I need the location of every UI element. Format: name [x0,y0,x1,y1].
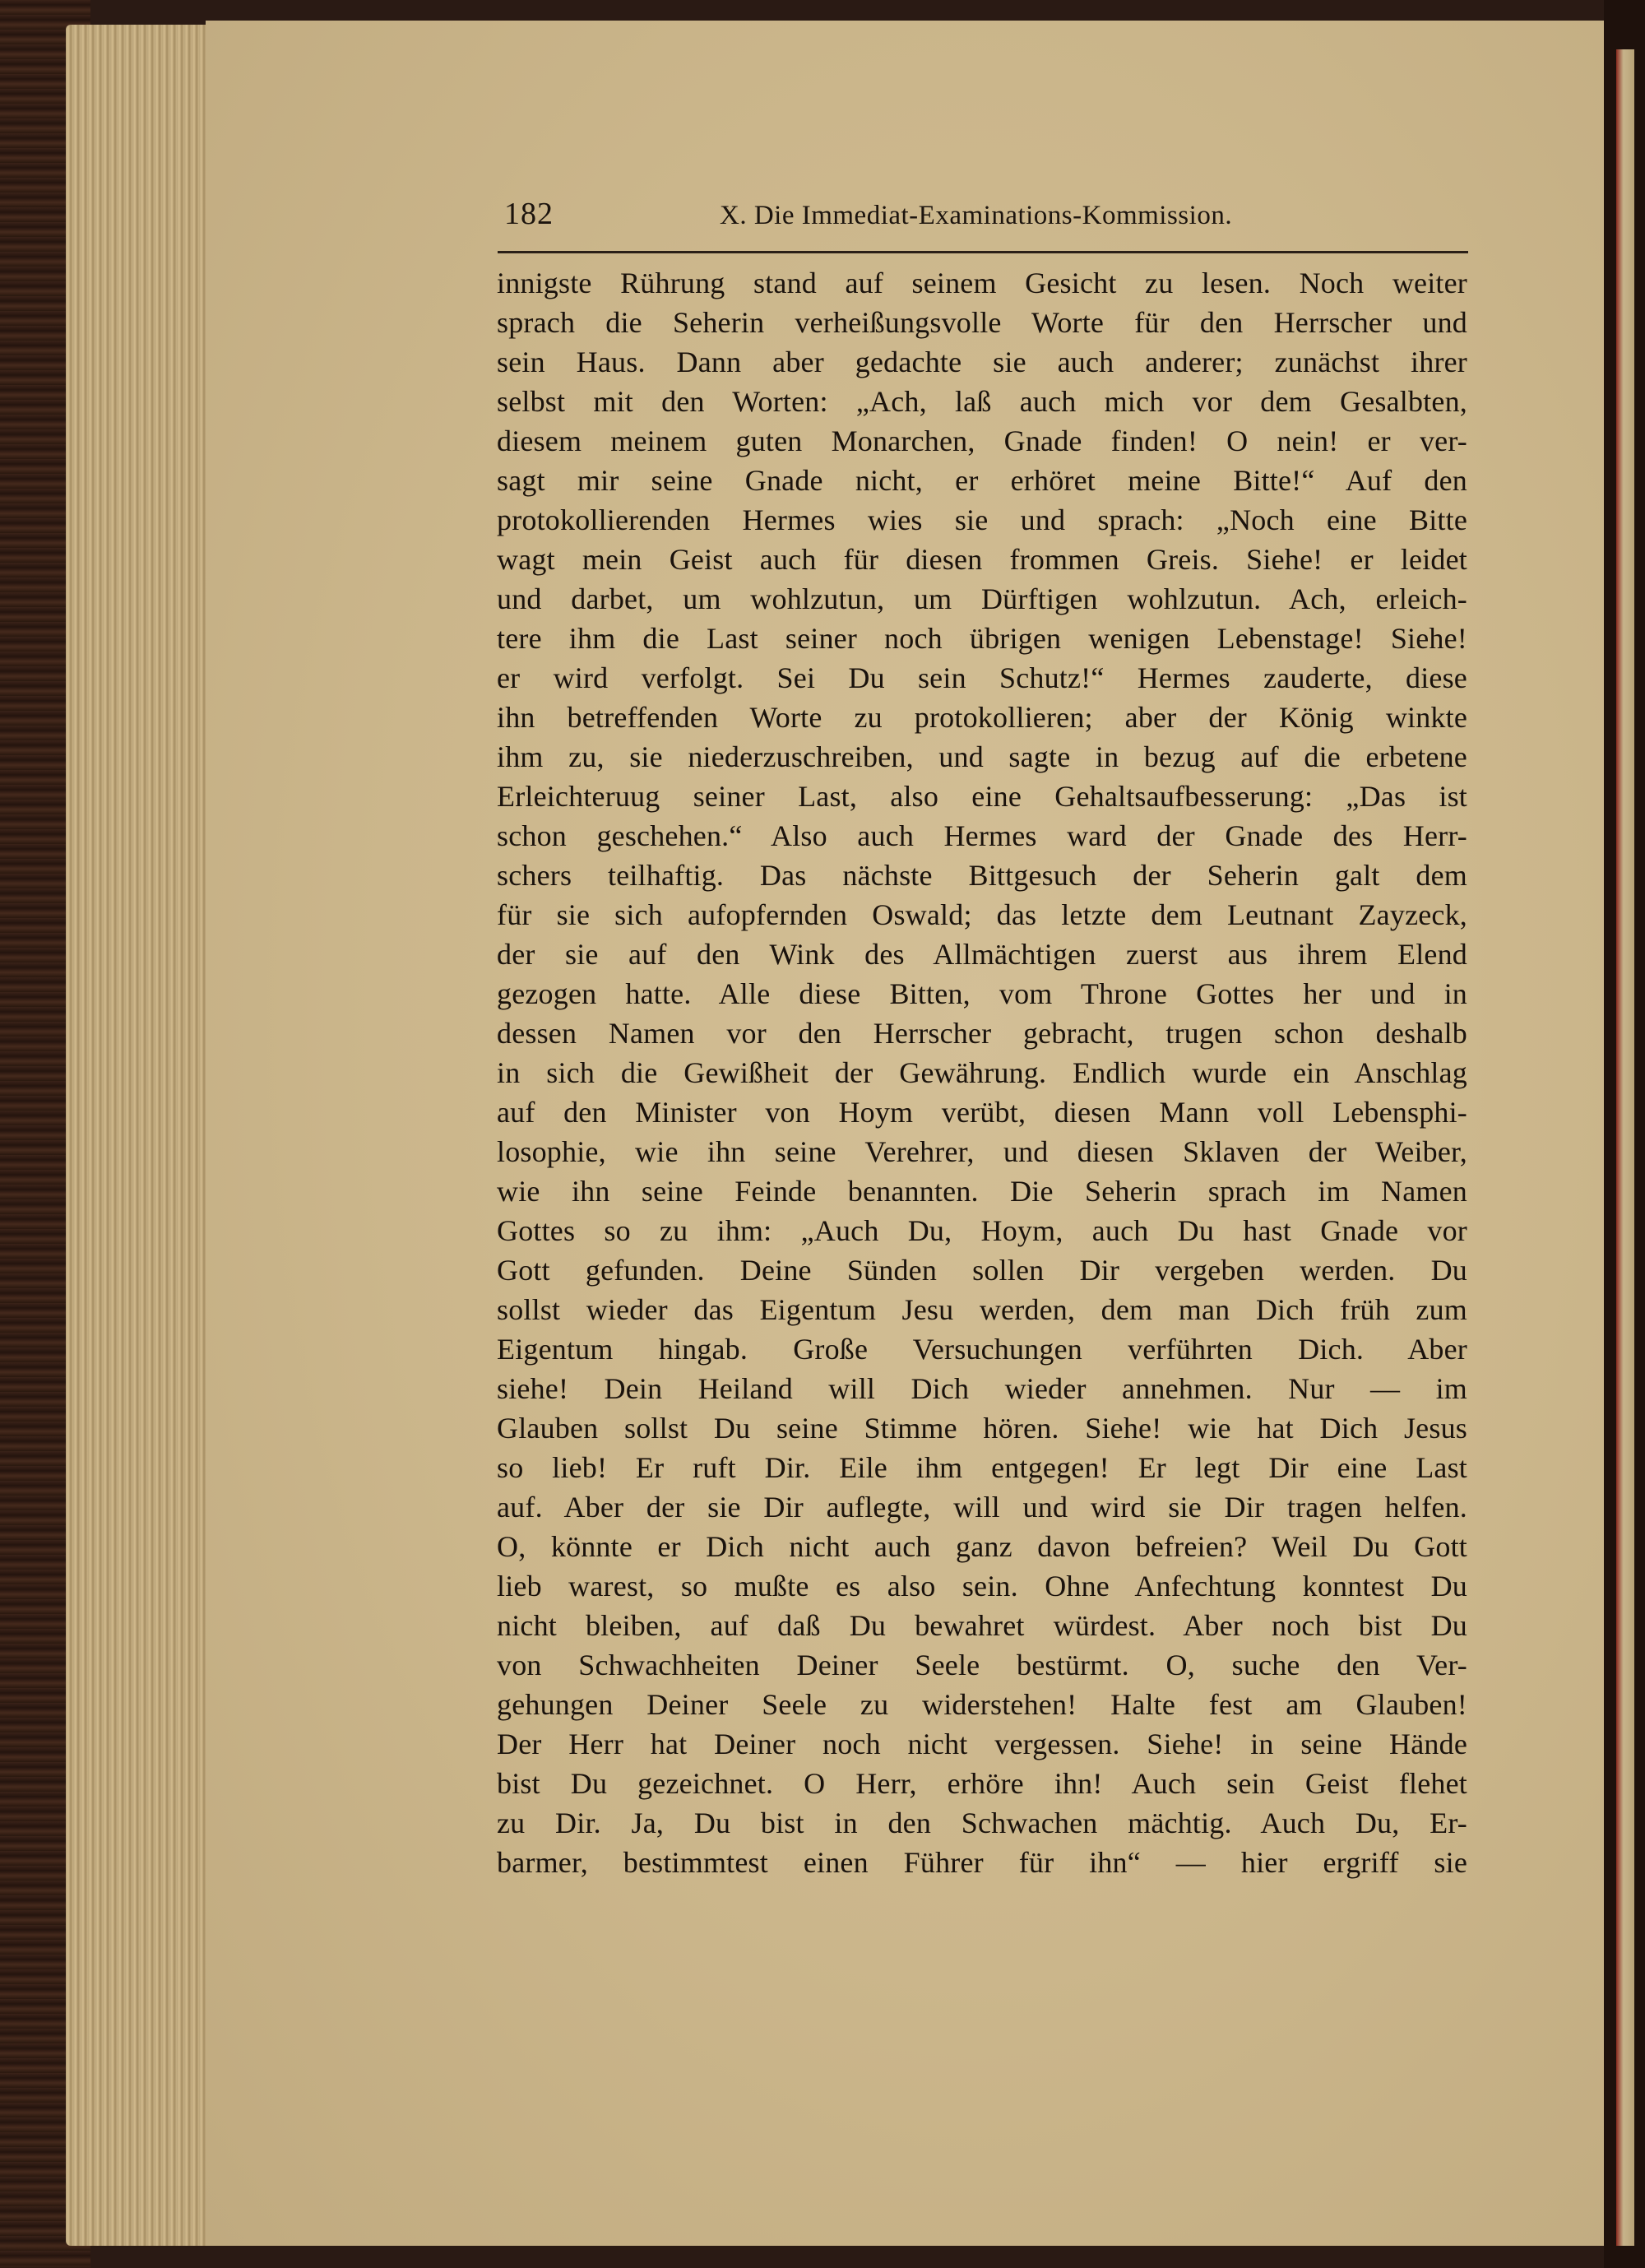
text-line: ihm zu, sie niederzuschreiben, und sagte in bezug auf die erbetene [497,740,1467,773]
text-line: diesem meinem guten Monarchen, Gnade finden! O nein! er ver- [497,424,1467,457]
text-line: protokollierenden Hermes wies sie und sprach: „Noch eine Bitte [497,503,1467,536]
text-line: barmer, bestimmtest einen Führer für ihn“ — hier ergriff sie [497,1846,1467,1879]
text-line: der sie auf den Wink des Allmächtigen zuerst aus ihrem Elend [497,938,1467,971]
text-line: Der Herr hat Deiner noch nicht vergessen. Siehe! in seine Hände [497,1728,1467,1760]
text-line: auf. Aber der sie Dir auflegte, will und wird sie Dir tragen helfen. [497,1491,1467,1524]
page-stack-edges [66,25,222,2246]
text-line: lieb warest, so mußte es also sein. Ohne Anfechtung konntest Du [497,1570,1467,1602]
facing-page-sliver [1616,49,1634,2246]
page-number: 182 [504,197,554,231]
text-line: Gott gefunden. Deine Sünden sollen Dir vergeben werden. Du [497,1254,1467,1287]
text-line: selbst mit den Worten: „Ach, laß auch mich vor dem Gesalbten, [497,385,1467,418]
text-line: Erleichteruug seiner Last, also eine Gehaltsaufbesserung: „Das ist [497,780,1467,813]
text-line: schers teilhaftig. Das nächste Bittgesuch der Seherin galt dem [497,859,1467,892]
text-line: sagt mir seine Gnade nicht, er erhöret meine Bitte!“ Auf den [497,464,1467,497]
text-line: schon geschehen.“ Also auch Hermes ward der Gnade des Herr- [497,819,1467,852]
text-line: siehe! Dein Heiland will Dich wieder annehmen. Nur — im [497,1372,1467,1405]
text-line: sollst wieder das Eigentum Jesu werden, dem man Dich früh zum [497,1293,1467,1326]
text-line: nicht bleiben, auf daß Du bewahret würdest. Aber noch bist Du [497,1609,1467,1642]
text-line: dessen Namen vor den Herrscher gebracht, trugen schon deshalb [497,1017,1467,1050]
text-line: O, könnte er Dich nicht auch ganz davon befreien? Weil Du Gott [497,1530,1467,1563]
body-text [497,263,1467,1882]
text-line: gehungen Deiner Seele zu widerstehen! Halte fest am Glauben! [497,1688,1467,1721]
text-line: tere ihm die Last seiner noch übrigen wenigen Lebenstage! Siehe! [497,622,1467,655]
text-line: von Schwachheiten Deiner Seele bestürmt. O, suche den Ver- [497,1649,1467,1681]
text-line: losophie, wie ihn seine Verehrer, und diesen Sklaven der Weiber, [497,1135,1467,1168]
text-line: wie ihn seine Feinde benannten. Die Seherin sprach im Namen [497,1175,1467,1208]
text-line: sein Haus. Dann aber gedachte sie auch anderer; zunächst ihrer [497,346,1467,378]
page-header [504,196,1269,245]
text-line: Glauben sollst Du seine Stimme hören. Siehe! wie hat Dich Jesus [497,1412,1467,1445]
text-line: zu Dir. Ja, Du bist in den Schwachen mächtig. Auch Du, Er- [497,1807,1467,1839]
text-line: und darbet, um wohlzutun, um Dürftigen wohlzutun. Ach, erleich- [497,582,1467,615]
text-line: ihn betreffenden Worte zu protokollieren; aber der König winkte [497,701,1467,734]
text-line: sprach die Seherin verheißungsvolle Worte für den Herrscher und [497,306,1467,339]
text-line: innigste Rührung stand auf seinem Gesicht zu lesen. Noch weiter [497,267,1467,299]
text-line: Eigentum hingab. Große Versuchungen verführten Dich. Aber [497,1333,1467,1366]
text-line: so lieb! Er ruft Dir. Eile ihm entgegen! Er legt Dir eine Last [497,1451,1467,1484]
text-line: für sie sich aufopfernden Oswald; das letzte dem Leutnant Zayzeck, [497,898,1467,931]
header-rule [498,251,1468,253]
text-line: Gottes so zu ihm: „Auch Du, Hoym, auch Du hast Gnade vor [497,1214,1467,1247]
text-line: er wird verfolgt. Sei Du sein Schutz!“ Hermes zauderte, diese [497,661,1467,694]
text-line: wagt mein Geist auch für diesen frommen Greis. Siehe! er leidet [497,543,1467,576]
text-line: bist Du gezeichnet. O Herr, erhöre ihn! Auch sein Geist flehet [497,1767,1467,1800]
running-title: X. Die Immediat-Examinations-Kommission. [720,201,1233,230]
text-line: in sich die Gewißheit der Gewährung. Endlich wurde ein Anschlag [497,1056,1467,1089]
text-line: auf den Minister von Hoym verübt, diesen Mann voll Lebensphi- [497,1096,1467,1129]
text-line: gezogen hatte. Alle diese Bitten, vom Throne Gottes her und in [497,977,1467,1010]
